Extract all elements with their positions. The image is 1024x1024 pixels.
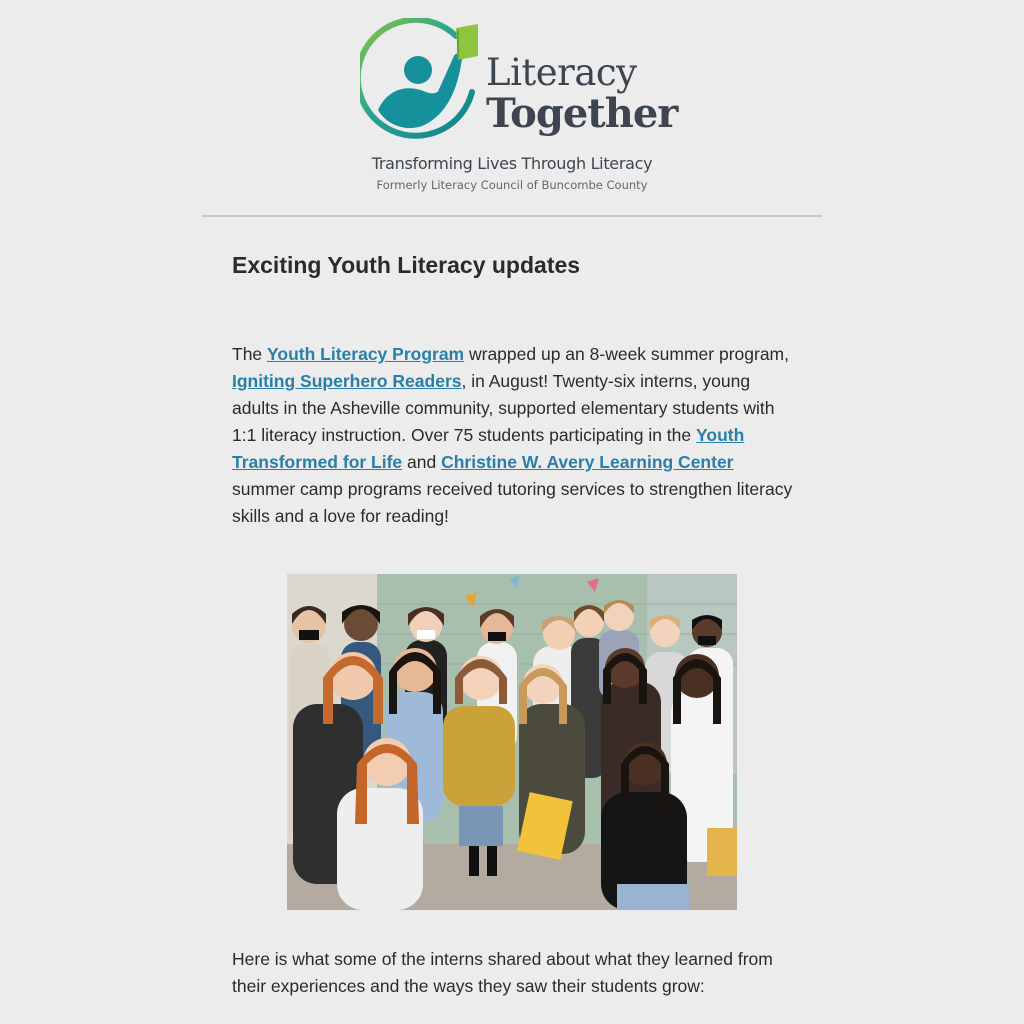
reader-holding-book-icon bbox=[360, 18, 484, 142]
paragraph-text: and bbox=[402, 452, 442, 472]
paragraph-text: The bbox=[232, 344, 268, 364]
logo-word-together: Together bbox=[486, 90, 678, 137]
header-divider bbox=[202, 215, 822, 217]
logo-word-literacy: Literacy bbox=[486, 51, 637, 94]
igniting-superhero-readers-link[interactable]: Igniting Superhero Readers bbox=[232, 371, 462, 391]
article-paragraph-2: Here is what some of the interns shared about what they learned from their experiences and the ways they saw their students grow: bbox=[232, 949, 773, 996]
paragraph-text: , in August! Twenty-six interns, young adults in the Asheville community, supported elementary students with 1:1 literacy instruction. Over 75 students participating in the bbox=[232, 371, 775, 445]
youth-literacy-program-link[interactable]: Youth Literacy Program bbox=[267, 344, 465, 364]
logo-subtagline: Formerly Literacy Council of Buncombe County bbox=[376, 178, 648, 192]
christine-avery-learning-center-link[interactable]: Christine W. Avery Learning Center bbox=[441, 452, 734, 472]
group-photo-illustration bbox=[287, 574, 737, 910]
interns-group-photo[interactable] bbox=[287, 574, 737, 910]
paragraph-text: summer camp programs received tutoring services to strengthen literacy skills and a love for reading! bbox=[232, 479, 793, 526]
article-heading: Exciting Youth Literacy updates bbox=[232, 252, 581, 278]
logo-tagline: Transforming Lives Through Literacy bbox=[371, 154, 653, 173]
paragraph-text: wrapped up an 8-week summer program, bbox=[464, 344, 789, 364]
article-paragraph-1 bbox=[232, 341, 800, 530]
youth-transformed-for-life-link[interactable]: Youth Transformed for Life bbox=[232, 425, 745, 472]
literacy-together-logo[interactable] bbox=[360, 18, 678, 142]
